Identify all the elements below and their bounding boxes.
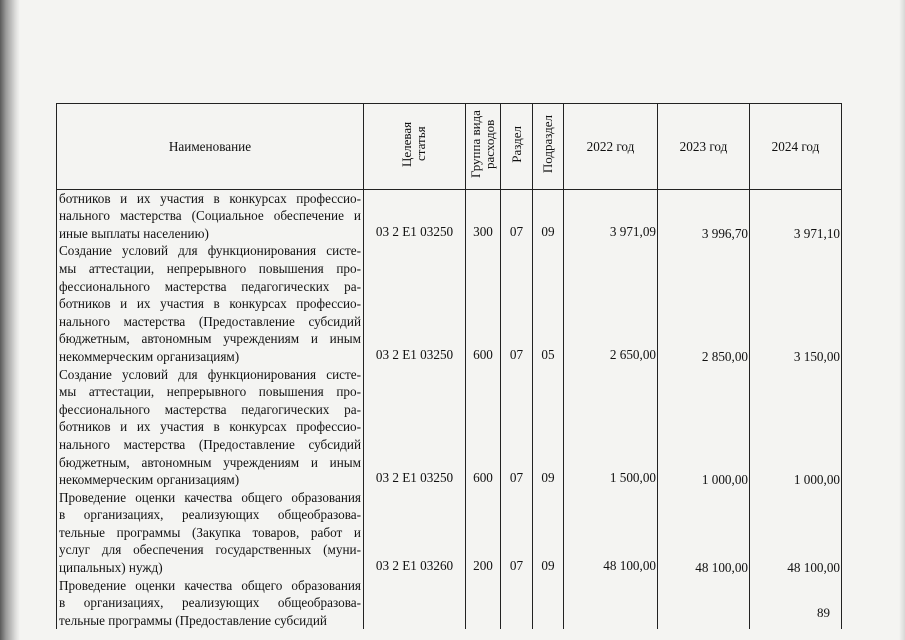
- row-name-line: в организациях, реализующих общеобразова-: [59, 507, 361, 523]
- row-expense-group: [466, 627, 500, 629]
- row-name-line: фессионального мастерства педагогических ра-: [59, 401, 361, 417]
- row-subsection-cell: [533, 242, 564, 365]
- row-subsection: 09: [541, 558, 555, 574]
- row-name-line: Проведение оценки качества общего образования: [59, 577, 361, 593]
- table-row: [57, 489, 842, 577]
- row-subsection-cell: [533, 577, 564, 630]
- row-target-article: 03 2 E1 03260: [375, 558, 454, 574]
- header-section-label: Раздел: [508, 125, 524, 163]
- row-name-line: бюджетным, автономным учреждениям и иным: [59, 331, 361, 347]
- row-section: [501, 627, 532, 629]
- header-2023: [658, 104, 750, 190]
- row-name-line: нального мастерства (Социальное обеспечение и: [59, 208, 361, 224]
- row-amount-2022: [564, 627, 656, 629]
- row-amount-2023-cell: [658, 489, 750, 577]
- row-amount-2024-cell: [750, 489, 842, 577]
- header-2023-label: 2023 год: [679, 138, 728, 154]
- row-amount-2022: 2 650,00: [609, 346, 656, 362]
- row-subsection: 05: [541, 346, 555, 362]
- row-expense-group: 200: [473, 558, 493, 574]
- page-number: 89: [817, 605, 830, 620]
- header-expense-group: [466, 104, 501, 190]
- scan-edge-right: [899, 0, 905, 640]
- header-2024: [750, 104, 842, 190]
- row-name-line: нального мастерства (Предоставление субсидий: [59, 313, 361, 329]
- header-section: [501, 104, 533, 190]
- row-amount-2023: 3 996,70: [701, 225, 748, 241]
- row-amount-2022-cell: [564, 189, 658, 242]
- row-amount-2023-cell: [658, 577, 750, 630]
- row-amount-2023-cell: [658, 189, 750, 242]
- row-expense-group-cell: [466, 242, 501, 365]
- row-amount-2023: 48 100,00: [695, 560, 748, 576]
- row-target-article-cell: [364, 577, 466, 630]
- row-target-article-cell: [364, 366, 466, 489]
- row-expense-group: 300: [473, 223, 493, 239]
- header-name: [57, 104, 364, 190]
- row-name-line: ботников и их участия в конкурсах профессио-: [59, 190, 361, 206]
- row-name-line: бюджетным, автономным учреждениям и иным: [59, 454, 361, 470]
- row-expense-group-cell: [466, 189, 501, 242]
- row-section-cell: [501, 366, 533, 489]
- row-name-line: Создание условий для функционирования систе-: [59, 366, 361, 382]
- budget-table: [56, 103, 842, 629]
- header-name-label: Наименование: [168, 138, 252, 154]
- row-expense-group: 600: [473, 470, 493, 486]
- row-amount-2024: 3 150,00: [793, 348, 840, 364]
- row-amount-2023: 2 850,00: [701, 348, 748, 364]
- row-name-line: нального мастерства (Предоставление субсидий: [59, 436, 361, 452]
- table-row: [57, 242, 842, 365]
- table-row: [57, 189, 842, 242]
- row-name-line: мы аттестации, непрерывного повышения про-: [59, 260, 361, 276]
- row-amount-2022: 3 971,09: [609, 223, 656, 239]
- row-amount-2022-cell: [564, 366, 658, 489]
- row-name: [57, 242, 364, 365]
- row-amount-2022-cell: [564, 577, 658, 630]
- table-row: [57, 577, 842, 630]
- table-row: [57, 366, 842, 489]
- row-amount-2023-cell: [658, 242, 750, 365]
- header-2024-label: 2024 год: [771, 138, 820, 154]
- row-amount-2024-cell: [750, 242, 842, 365]
- row-amount-2024: 1 000,00: [793, 472, 840, 488]
- header-expense-group-label: Группа вида расходов: [468, 110, 497, 178]
- row-section-cell: [501, 242, 533, 365]
- row-amount-2023: 1 000,00: [701, 472, 748, 488]
- row-expense-group: 600: [473, 346, 493, 362]
- row-name-line: фессионального мастерства педагогических ра-: [59, 278, 361, 294]
- row-amount-2022: 1 500,00: [609, 470, 656, 486]
- row-target-article: 03 2 E1 03250: [375, 346, 454, 362]
- row-amount-2022-cell: [564, 489, 658, 577]
- row-target-article: 03 2 E1 03250: [375, 223, 454, 239]
- row-name: [57, 577, 364, 630]
- row-name-line: услуг для обеспечения государственных (муни-: [59, 542, 361, 558]
- row-section: 07: [509, 470, 524, 486]
- row-section-cell: [501, 577, 533, 630]
- row-section: 07: [509, 346, 524, 362]
- row-name-line: ципальных) нужд): [59, 560, 163, 576]
- row-name-line: некоммерческим организациям): [59, 348, 240, 364]
- row-expense-group-cell: [466, 489, 501, 577]
- table-header: [57, 104, 842, 190]
- row-target-article-cell: [364, 242, 466, 365]
- row-amount-2024: 48 100,00: [787, 560, 840, 576]
- header-target-article: [364, 104, 466, 190]
- row-section: 07: [509, 558, 524, 574]
- table-body: [57, 189, 842, 629]
- row-target-article-cell: [364, 189, 466, 242]
- row-subsection: 09: [541, 223, 555, 239]
- row-amount-2024-cell: [750, 366, 842, 489]
- row-name-line: тельные программы (Закупка товаров, работ и: [59, 524, 361, 540]
- row-amount-2022-cell: [564, 242, 658, 365]
- row-name-line: Создание условий для функционирования систе-: [59, 243, 361, 259]
- row-expense-group-cell: [466, 366, 501, 489]
- row-name-line: Проведение оценки качества общего образования: [59, 489, 361, 505]
- header-target-article-label: Целевая статья: [398, 121, 428, 167]
- row-subsection: 09: [541, 470, 555, 486]
- scan-edge-left: [0, 0, 20, 640]
- row-name: [57, 366, 364, 489]
- row-subsection-cell: [533, 489, 564, 577]
- row-name-line: тельные программы (Предоставление субсидий: [59, 612, 327, 628]
- row-amount-2024-cell: [750, 189, 842, 242]
- header-2022: [564, 104, 658, 190]
- header-subsection: [533, 104, 564, 190]
- row-section: 07: [509, 223, 524, 239]
- row-amount-2024: 3 971,10: [793, 225, 840, 241]
- row-name-line: иные выплаты населению): [59, 225, 209, 241]
- row-name-line: мы аттестации, непрерывного повышения про-: [59, 384, 361, 400]
- row-name-line: ботников и их участия в конкурсах профессио-: [59, 419, 361, 435]
- row-section-cell: [501, 489, 533, 577]
- header-subsection-label: Подраздел: [540, 114, 555, 174]
- row-section-cell: [501, 189, 533, 242]
- row-name: [57, 189, 364, 242]
- row-name-line: некоммерческим организациям): [59, 472, 240, 488]
- row-subsection-cell: [533, 189, 564, 242]
- row-subsection-cell: [533, 366, 564, 489]
- row-subsection: [533, 627, 563, 629]
- row-expense-group-cell: [466, 577, 501, 630]
- row-amount-2024-cell: [750, 577, 842, 630]
- row-name-line: ботников и их участия в конкурсах профессио-: [59, 296, 361, 312]
- header-2022-label: 2022 год: [586, 138, 635, 154]
- row-name: [57, 489, 364, 577]
- row-name-line: в организациях, реализующих общеобразова-: [59, 595, 361, 611]
- row-target-article: 03 2 E1 03250: [375, 470, 454, 486]
- row-target-article: [364, 627, 465, 629]
- row-amount-2022: 48 100,00: [603, 558, 656, 574]
- row-target-article-cell: [364, 489, 466, 577]
- row-amount-2023-cell: [658, 366, 750, 489]
